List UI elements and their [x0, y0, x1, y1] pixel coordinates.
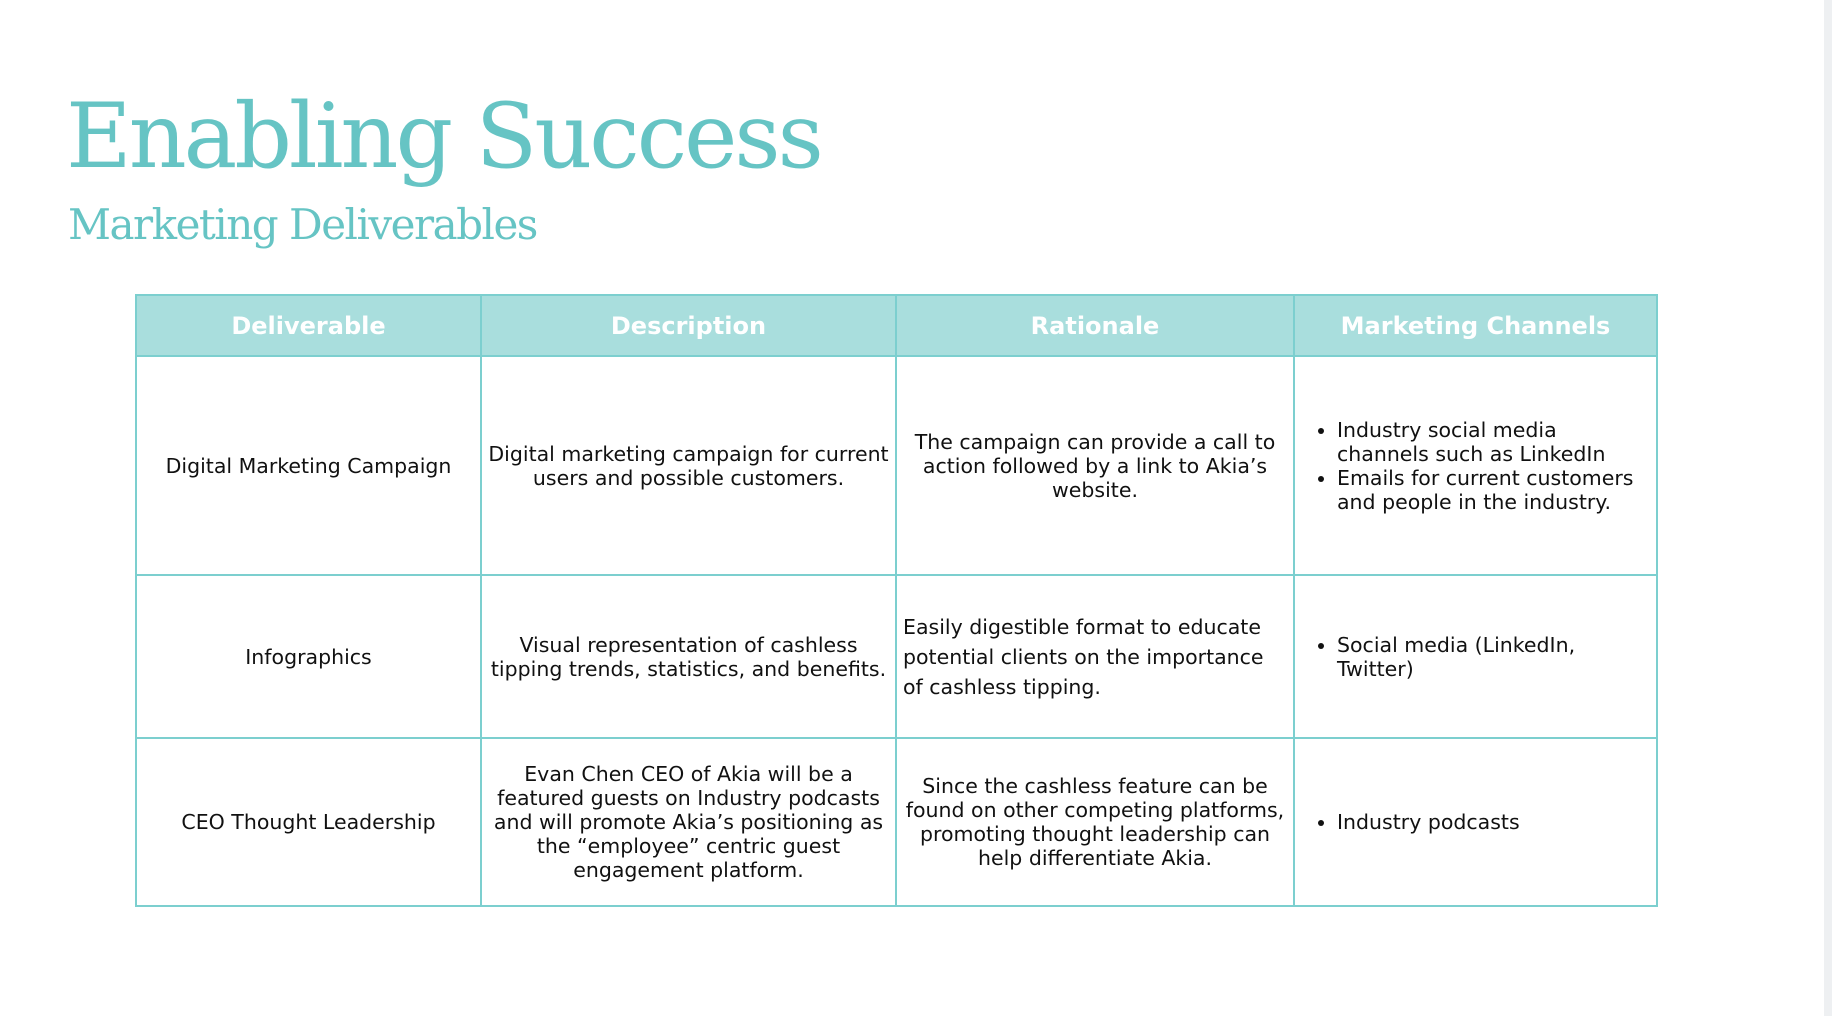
- rationale-cell: Since the cashless feature can be found on other competing platforms, promoting thought leadership can help differentiate Akia.: [896, 738, 1294, 906]
- channels-list: [1301, 810, 1650, 834]
- header-deliverable: Deliverable: [136, 295, 481, 356]
- table-row: [136, 356, 1657, 575]
- rationale-cell: The campaign can provide a call to action followed by a link to Akia’s website.: [896, 356, 1294, 575]
- slide-title: Enabling Success: [66, 84, 821, 189]
- deliverables-table: [135, 294, 1658, 907]
- channels-cell: [1294, 738, 1657, 906]
- table-header-row: [136, 295, 1657, 356]
- description-cell: Digital marketing campaign for current users and possible customers.: [481, 356, 896, 575]
- channel-item: • Industry podcasts: [1337, 810, 1650, 834]
- table-row: [136, 575, 1657, 738]
- deliverable-cell: Digital Marketing Campaign: [136, 356, 481, 575]
- channels-cell: [1294, 356, 1657, 575]
- rationale-cell: Easily digestible format to educate potential clients on the importance of cashless tipping.: [896, 575, 1294, 738]
- channels-list: [1301, 633, 1650, 681]
- slide-edge: [1824, 0, 1832, 1016]
- slide-subtitle: Marketing Deliverables: [68, 200, 537, 249]
- channel-item: • Emails for current customers and people in the industry.: [1337, 466, 1650, 514]
- deliverable-cell: CEO Thought Leadership: [136, 738, 481, 906]
- header-marketing-channels: Marketing Channels: [1294, 295, 1657, 356]
- deliverable-cell: Infographics: [136, 575, 481, 738]
- channels-cell: [1294, 575, 1657, 738]
- table-row: [136, 738, 1657, 906]
- description-cell: Visual representation of cashless tipping trends, statistics, and benefits.: [481, 575, 896, 738]
- channels-list: [1301, 418, 1650, 514]
- header-description: Description: [481, 295, 896, 356]
- description-cell: Evan Chen CEO of Akia will be a featured guests on Industry podcasts and will promote Akia’s positioning as the “employee” centric guest engagement platform.: [481, 738, 896, 906]
- header-rationale: Rationale: [896, 295, 1294, 356]
- channel-item: • Social media (LinkedIn, Twitter): [1337, 633, 1650, 681]
- channel-item: • Industry social media channels such as LinkedIn: [1337, 418, 1650, 466]
